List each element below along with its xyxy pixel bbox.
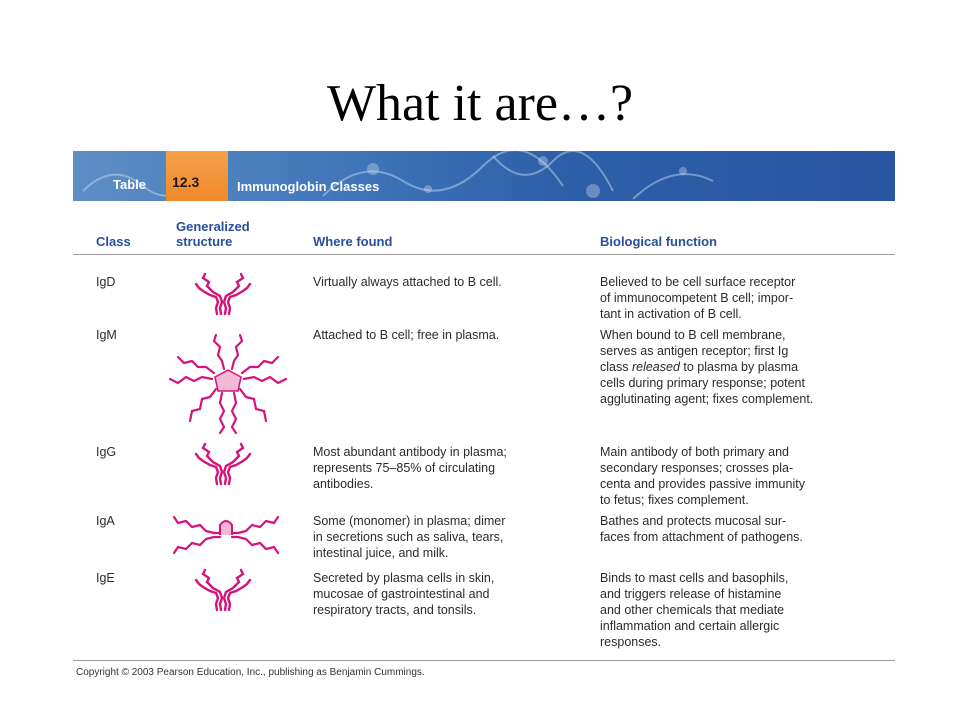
row-igm-function-line: class released to plasma by plasma	[600, 360, 799, 374]
row-igm-where	[313, 327, 499, 343]
row-igm-function-line: agglutinating agent; fixes complement.	[600, 392, 814, 406]
col-header-class: Class	[96, 234, 131, 249]
header-rule	[73, 254, 895, 255]
row-igd-class: IgD	[96, 275, 116, 289]
row-ige-function-line: and triggers release of histamine	[600, 587, 782, 601]
row-igg-function	[600, 444, 805, 508]
row-igm-class: IgM	[96, 328, 117, 342]
col-header-structure	[176, 219, 250, 249]
row-iga-where-line: intestinal juice, and milk.	[313, 546, 449, 560]
row-igg-where-line: antibodies.	[313, 477, 374, 491]
row-ige-function-line: inflammation and certain allergic	[600, 619, 780, 633]
row-igg-where-line: represents 75–85% of circulating	[313, 461, 496, 475]
row-ige-function-line: Binds to mast cells and basophils,	[600, 571, 789, 585]
slide-title: What it are…?	[326, 75, 634, 132]
col-header-where: Where found	[313, 234, 393, 249]
iga-dimer-icon	[170, 511, 282, 557]
row-ige-class: IgE	[96, 571, 115, 585]
row-igd-function-line: of immunocompetent B cell; impor-	[600, 291, 794, 305]
row-iga-class: IgA	[96, 514, 115, 528]
row-igm-function	[600, 327, 813, 407]
row-igg-function-line: centa and provides passive immunity	[600, 477, 805, 491]
col-header-function: Biological function	[600, 234, 717, 249]
row-iga-where-line: Some (monomer) in plasma; dimer	[313, 514, 506, 528]
row-igd-function-line: tant in activation of B cell.	[600, 307, 742, 321]
row-igm-function-line: serves as antigen receptor; first Ig	[600, 344, 789, 358]
row-iga-function	[600, 513, 803, 545]
row-igg-where	[313, 444, 507, 492]
footer-rule	[73, 660, 895, 661]
row-igm-function-line: cells during primary response; potent	[600, 376, 805, 390]
row-igd-where-line: Virtually always attached to B cell.	[313, 275, 502, 289]
row-ige-function	[600, 570, 788, 650]
row-igg-function-line: secondary responses; crosses pla-	[600, 461, 794, 475]
row-igg-where-line: Most abundant antibody in plasma;	[313, 445, 507, 459]
copyright: Copyright © 2003 Pearson Education, Inc., publishing as Benjamin Cummings.	[76, 667, 425, 678]
table-number-box	[166, 151, 228, 201]
row-igg-function-line: to fetus; fixes complement.	[600, 493, 749, 507]
row-igg-function-line: Main antibody of both primary and	[600, 445, 789, 459]
row-iga-where-line: in secretions such as saliva, tears,	[313, 530, 504, 544]
row-igd-function-line: Believed to be cell surface receptor	[600, 275, 796, 289]
row-iga-function-line: Bathes and protects mucosal sur-	[600, 514, 787, 528]
table-label: Table	[113, 177, 146, 192]
row-iga-where	[313, 513, 505, 561]
row-igm-function-line: When bound to B cell membrane,	[600, 328, 786, 342]
row-ige-where	[313, 570, 494, 618]
row-igd-where	[313, 274, 502, 290]
row-ige-function-line: responses.	[600, 635, 662, 649]
row-ige-function-line: and other chemicals that mediate	[600, 603, 785, 617]
col-header-structure-line1: Generalized	[176, 219, 250, 234]
row-igd-function	[600, 274, 795, 322]
igm-pentamer-icon	[158, 325, 298, 437]
row-ige-where-line: respiratory tracts, and tonsils.	[313, 603, 477, 617]
antibody-y-icon	[193, 440, 253, 486]
col-header-structure-line2: structure	[176, 234, 233, 249]
antibody-y-icon	[193, 270, 253, 316]
row-igg-class: IgG	[96, 445, 117, 459]
table-number: 12.3	[172, 174, 200, 190]
row-iga-function-line: faces from attachment of pathogens.	[600, 530, 803, 544]
row-ige-where-line: mucosae of gastrointestinal and	[313, 587, 490, 601]
row-igm-where-line: Attached to B cell; free in plasma.	[313, 328, 500, 342]
table-caption: Immunoglobin Classes	[237, 179, 380, 194]
row-ige-where-line: Secreted by plasma cells in skin,	[313, 571, 495, 585]
table-banner	[73, 151, 895, 201]
antibody-y-icon	[193, 566, 253, 612]
